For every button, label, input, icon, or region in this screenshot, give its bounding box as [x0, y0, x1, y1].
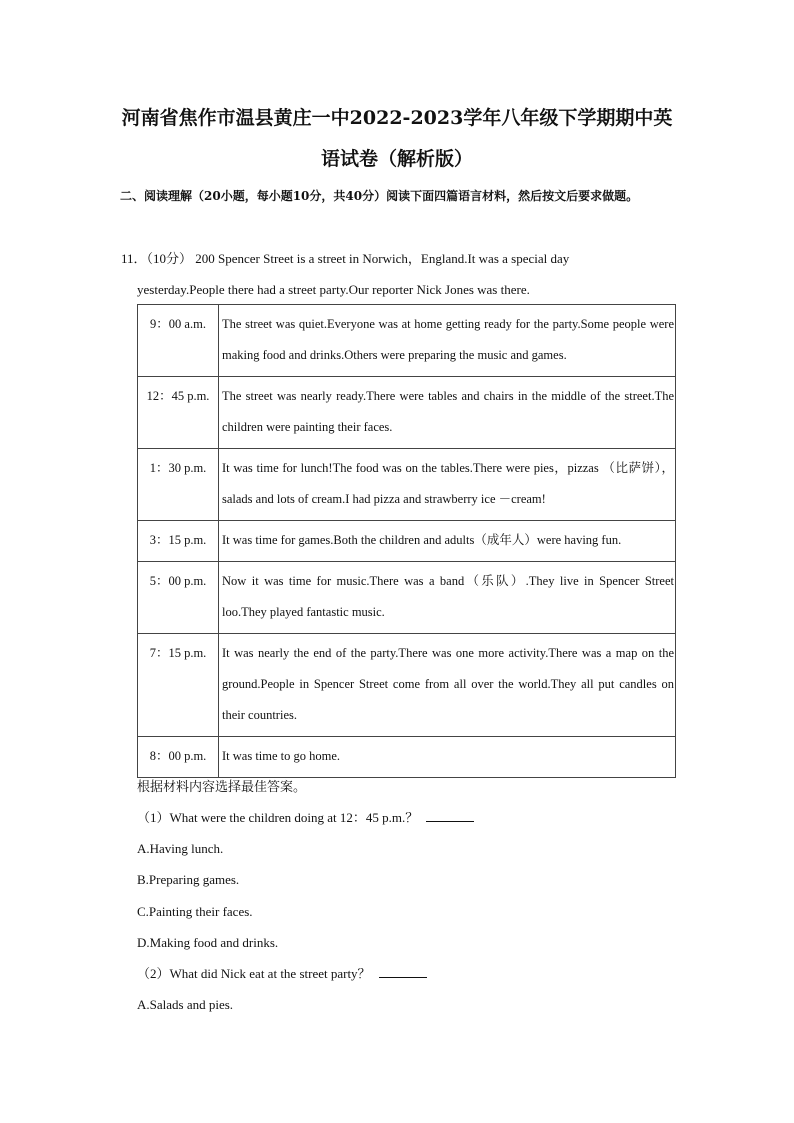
option-c: C.Painting their faces.: [137, 904, 253, 919]
document-title-line-2: 语试卷（解析版）: [320, 148, 473, 170]
table-row: [138, 737, 676, 778]
schedule-description: The street was quiet.Everyone was at home getting ready for the party.Some people were making food and drinks.Others were preparing the music and games.: [219, 305, 676, 377]
sub-question-1-text: （1）What were the children doing at 12：45 p.m.？: [137, 810, 419, 825]
schedule-description: It was time for games.Both the children and adults（成年人）were having fun.: [219, 521, 676, 562]
sub-question-2-text: （2）What did Nick eat at the street party？: [137, 966, 371, 981]
table-row: [138, 377, 676, 449]
schedule-description: It was nearly the end of the party.There was one more activity.There was a map on the ground.People in Spencer Street come from all over the world.They all put candles on their countries.: [219, 634, 676, 737]
table-row: [138, 634, 676, 737]
sub-question-1: [137, 808, 474, 828]
instruction-text: 根据材料内容选择最佳答案。: [137, 779, 307, 794]
table-row: [138, 521, 676, 562]
document-title-line-1: 河南省焦作市温县黄庄一中2022-2023学年八年级下学期期中英: [121, 107, 673, 129]
question-11-intro-line-2: yesterday.People there had a street party.Our reporter Nick Jones was there.: [137, 282, 530, 297]
question-11-intro: [121, 243, 675, 305]
answer-blank[interactable]: [426, 809, 474, 822]
option-d: D.Making food and drinks.: [137, 935, 279, 950]
option-a: A.Having lunch.: [137, 841, 224, 856]
table-row: [138, 449, 676, 521]
party-schedule-table: [137, 304, 676, 778]
table-row: [138, 562, 676, 634]
schedule-time: 12：45 p.m.: [138, 377, 219, 449]
schedule-description: It was time for lunch!The food was on the tables.There were pies，pizzas （比萨饼），salads and lots of cream.I had pizza and strawberry ice －cream!: [219, 449, 676, 521]
schedule-time: 9：00 a.m.: [138, 305, 219, 377]
schedule-time: 5：00 p.m.: [138, 562, 219, 634]
schedule-time: 7：15 p.m.: [138, 634, 219, 737]
question-11-intro-line-1: 11．（10分） 200 Spencer Street is a street in Norwich，England.It was a special day: [121, 251, 570, 266]
schedule-description: Now it was time for music.There was a band（乐队）.They live in Spencer Street loo.They played fantastic music.: [219, 562, 676, 634]
schedule-time: 3：15 p.m.: [138, 521, 219, 562]
table-row: [138, 305, 676, 377]
schedule-description: The street was nearly ready.There were tables and chairs in the middle of the street.The children were painting their faces.: [219, 377, 676, 449]
sub-question-2: [137, 964, 427, 984]
option-b: B.Preparing games.: [137, 872, 240, 887]
option-a: A.Salads and pies.: [137, 997, 234, 1012]
schedule-time: 8：00 p.m.: [138, 737, 219, 778]
section-heading: 二、阅读理解（20小题，每小题10分，共40分）阅读下面四篇语言材料，然后按文后要求做题。: [120, 189, 639, 203]
schedule-time: 1：30 p.m.: [138, 449, 219, 521]
answer-blank[interactable]: [379, 965, 427, 978]
schedule-description: It was time to go home.: [219, 737, 676, 778]
